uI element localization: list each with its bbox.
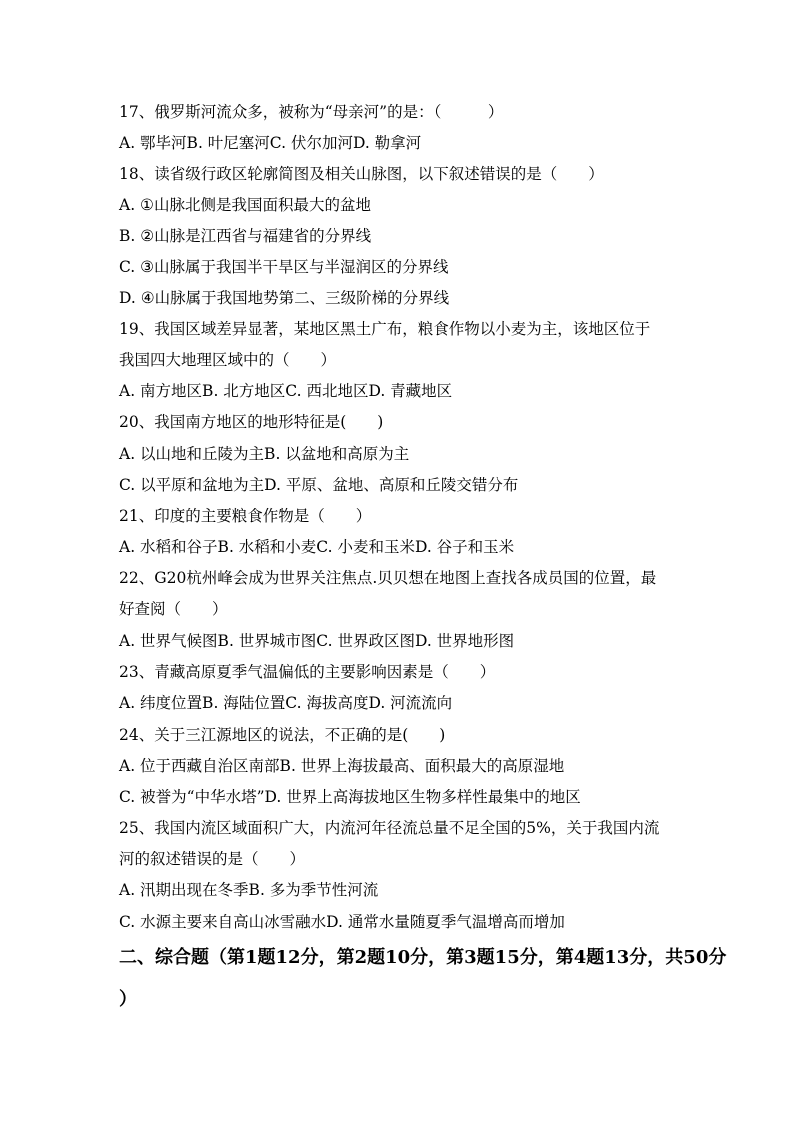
question-25-cont: 河的叙述错误的是（ ）: [119, 850, 306, 868]
question-19: 19、我国区域差异显著，某地区黑土广布，粮食作物以小麦为主，该地区位于: [119, 320, 651, 338]
question-22-cont: 好查阅（ ）: [119, 600, 228, 618]
section-heading: 二、综合题（第1题12分，第2题10分，第3题15分，第4题13分，共50分: [119, 947, 727, 968]
question-19-cont: 我国四大地理区域中的（ ）: [119, 351, 337, 369]
question-22-options: A. 世界气候图B. 世界城市图C. 世界政区图D. 世界地形图: [119, 632, 515, 650]
question-18-option-b: B. ②山脉是江西省与福建省的分界线: [119, 227, 372, 245]
question-18-option-d: D. ④山脉属于我国地势第二、三级阶梯的分界线: [119, 289, 450, 307]
question-20-options-cd: C. 以平原和盆地为主D. 平原、盆地、高原和丘陵交错分布: [119, 476, 519, 494]
question-18-option-c: C. ③山脉属于我国半干旱区与半湿润区的分界线: [119, 258, 449, 276]
question-24-options-ab: A. 位于西藏自治区南部B. 世界上海拔最高、面积最大的高原湿地: [119, 757, 565, 775]
question-25-options-cd: C. 水源主要来自高山冰雪融水D. 通常水量随夏季气温增高而增加: [119, 913, 565, 931]
section-heading-close: ）: [119, 989, 137, 1010]
question-21-options: A. 水稻和谷子B. 水稻和小麦C. 小麦和玉米D. 谷子和玉米: [119, 538, 515, 556]
question-25-options-ab: A. 汛期出现在冬季B. 多为季节性河流: [119, 881, 379, 899]
question-23-options: A. 纬度位置B. 海陆位置C. 海拔高度D. 河流流向: [119, 694, 453, 712]
question-21: 21、印度的主要粮食作物是（ ）: [119, 507, 372, 525]
question-24-options-cd: C. 被誉为“中华水塔”D. 世界上高海拔地区生物多样性最集中的地区: [119, 788, 581, 806]
question-18-option-a: A. ①山脉北侧是我国面积最大的盆地: [119, 196, 371, 214]
question-20-options-ab: A. 以山地和丘陵为主B. 以盆地和高原为主: [119, 445, 410, 463]
question-18: 18、读省级行政区轮廓简图及相关山脉图，以下叙述错误的是（ ）: [119, 165, 604, 183]
question-19-options: A. 南方地区B. 北方地区C. 西北地区D. 青藏地区: [119, 382, 453, 400]
question-25: 25、我国内流区域面积广大，内流河年径流总量不足全国的5%，关于我国内流: [119, 819, 660, 837]
question-22: 22、G20杭州峰会成为世界关注焦点.贝贝想在地图上查找各成员国的位置，最: [119, 569, 657, 587]
question-20: 20、我国南方地区的地形特征是( ): [119, 413, 384, 431]
question-17: 17、俄罗斯河流众多，被称为“母亲河”的是：（ ）: [119, 103, 504, 121]
question-17-options: A. 鄂毕河B. 叶尼塞河C. 伏尔加河D. 勒拿河: [119, 134, 422, 152]
question-24: 24、关于三江源地区的说法，不正确的是( ): [119, 726, 446, 744]
question-23: 23、青藏高原夏季气温偏低的主要影响因素是（ ）: [119, 663, 496, 681]
